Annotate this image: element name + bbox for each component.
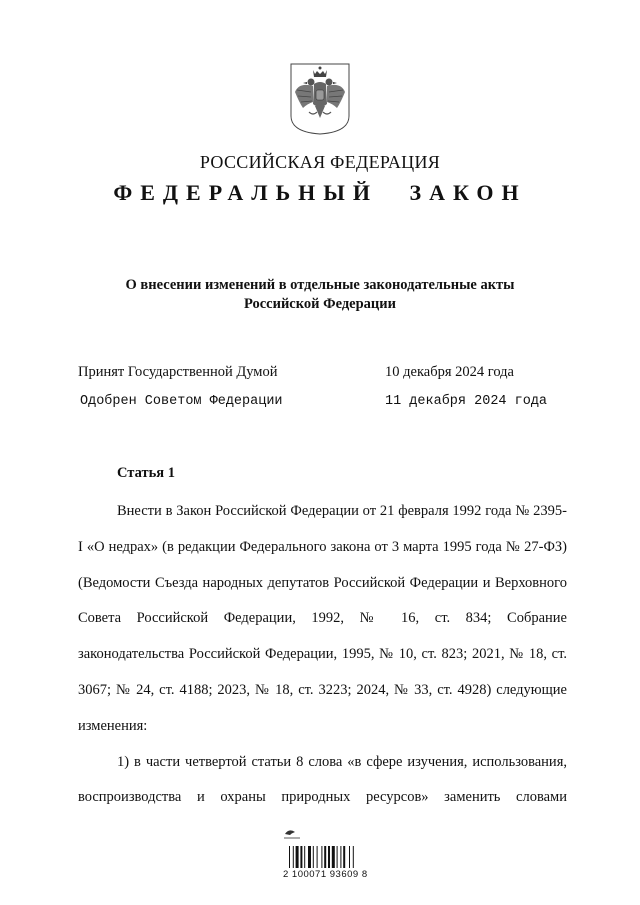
country-name: РОССИЙСКАЯ ФЕДЕРАЦИЯ xyxy=(199,152,441,172)
duma-adoption-label: Принят Государственной Думой xyxy=(78,364,278,380)
duma-adoption-date: 10 декабря 2024 года xyxy=(385,364,514,380)
document-type: ФЕДЕРАЛЬНЫЙ ЗАКОН xyxy=(113,180,527,205)
law-title-line-1: О внесении изменений в отдельные законодательные акты xyxy=(125,277,515,293)
article-heading: Статья 1 xyxy=(117,465,175,481)
barcode-icon xyxy=(283,828,363,870)
article-paragraph-1: Внести в Закон Российской Федерации от 21 февраля 1992 года № 2395-I «О недрах» (в редакции Федерального закона от 3 марта 1995 года № 27-ФЗ) (Ведомости Съезда народных депутатов Российской Федерации и Верховного Совета Российской Федерации, 1992, № 16, ст. 834; Собрание законодательства Российской Федерации, 1995, № 10, ст. 823; 2021, № 18, ст. 3067; № 24, ст. 4188; 2023, № 18, ст. 3223; 2024, № 33, ст. 4928) следующие изменения: xyxy=(78,503,567,734)
russian-coat-of-arms-icon xyxy=(289,62,351,136)
barcode-number: 2 100071 93609 8 xyxy=(283,869,368,880)
barcode xyxy=(283,828,363,875)
council-approval-date: 11 декабря 2024 года xyxy=(385,394,548,409)
article-paragraph-2: 1) в части четвертой статьи 8 слова «в сфере изучения, использования, воспроизводства и охраны природных ресурсов» заменить словами xyxy=(78,753,567,806)
article-body xyxy=(78,494,567,816)
law-title xyxy=(60,276,580,314)
council-approval-label: Одобрен Советом Федерации xyxy=(80,394,283,409)
law-title-line-2: Российской Федерации xyxy=(243,296,396,312)
